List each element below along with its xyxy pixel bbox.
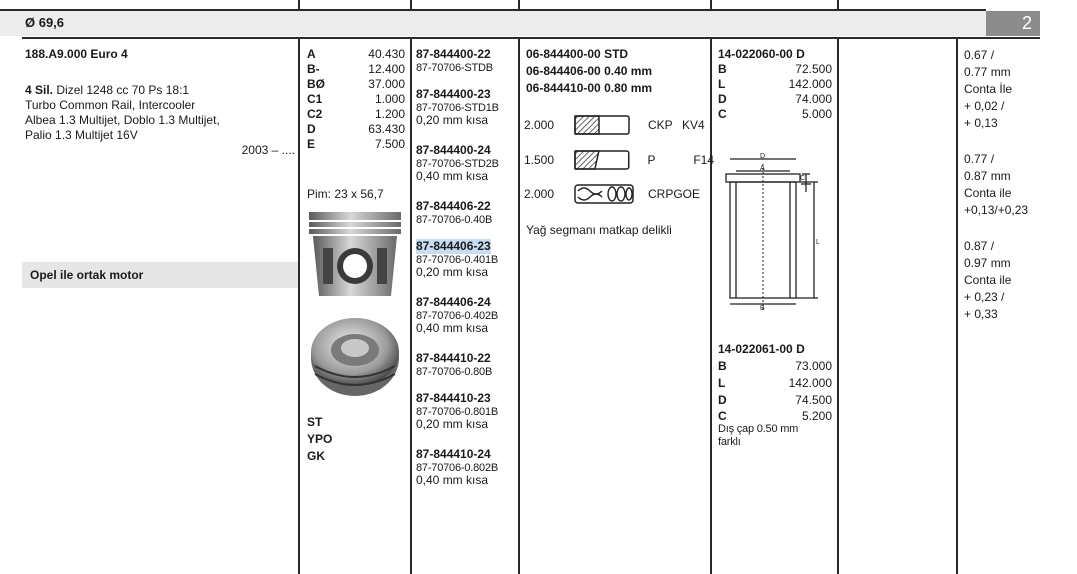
gasket-text: Conta ile — [964, 273, 1012, 287]
dimension-label: A — [307, 47, 316, 61]
liner-spec-label: C — [718, 409, 727, 423]
liner-spec — [718, 92, 832, 107]
piston-item — [416, 199, 516, 239]
liner-spec-label: B — [718, 62, 727, 76]
piston-item — [416, 87, 516, 143]
piston-note: 0,40 mm kısa — [416, 473, 489, 487]
piston-note: 0,20 mm kısa — [416, 113, 489, 127]
ring-set-code: 06-844406-00 0.40 mm — [526, 64, 653, 78]
engine-code: 188.A9.000 Euro 4 — [25, 47, 128, 61]
gasket-text: + 0,23 / — [964, 290, 1005, 304]
oil-ring-icon — [574, 183, 636, 205]
piston-note: 0,40 mm kısa — [416, 321, 489, 335]
liner-spec — [718, 376, 832, 391]
gasket-text: 0.87 / — [964, 239, 995, 253]
col-divider — [518, 37, 520, 574]
ring-material: F14 — [693, 153, 714, 167]
ring-thickness: 1.500 — [524, 153, 555, 167]
gasket-text: 0.87 mm — [964, 169, 1011, 183]
col-divider — [410, 37, 412, 574]
ring-set-list — [526, 47, 710, 96]
piston-ref: 87-70706-STDB — [416, 62, 493, 74]
dimension-value: 63.430 — [368, 122, 405, 136]
piston-ref: 87-70706-STD1B — [416, 102, 499, 114]
liner-spec — [718, 77, 832, 92]
gasket-text: Conta ile — [964, 186, 1012, 200]
gasket-text: 0.77 mm — [964, 65, 1011, 79]
shared-engine-note: Opel ile ortak motor — [22, 262, 298, 288]
ring-material: GOE — [673, 187, 701, 201]
dimension-row — [307, 137, 405, 152]
piston-code: 87-844410-23 — [416, 391, 491, 405]
dimension-label: BØ — [307, 77, 325, 91]
col-divider-top — [298, 0, 300, 11]
liner-spec-label: D — [718, 393, 727, 407]
liner-spec — [718, 62, 832, 77]
dimension-label: E — [307, 137, 316, 151]
piston-note: 0,20 mm kısa — [416, 265, 489, 279]
gasket-options — [964, 47, 1074, 323]
dimension-row — [307, 92, 405, 107]
piston-item — [416, 143, 516, 199]
ring-thickness: 2.000 — [524, 118, 555, 132]
production-years: 2003 – .... — [241, 143, 295, 157]
page-number: 2 — [986, 11, 1040, 36]
piston-item — [416, 239, 516, 295]
piston-code: 87-844410-24 — [416, 447, 491, 461]
coating-code: ST — [307, 415, 323, 429]
piston-code-highlighted: 87-844406-23 — [416, 239, 491, 253]
ring-type: CKP — [648, 118, 673, 132]
liner-spec — [718, 393, 832, 408]
dimension-row — [307, 62, 405, 77]
dimension-row — [307, 47, 405, 62]
piston-code: 87-844400-22 — [416, 47, 491, 61]
piston-note: 0,20 mm kısa — [416, 417, 489, 431]
piston-item — [416, 351, 516, 391]
ring-set-code: 06-844400-00 STD — [526, 47, 629, 61]
piston-side-image — [307, 208, 403, 300]
ring-type: P — [647, 153, 656, 167]
piston-ref: 87-70706-0.80B — [416, 366, 493, 378]
ring-item — [524, 182, 714, 206]
engine-desc-line2: Turbo Common Rail, Intercooler — [25, 98, 196, 112]
liner-spec-value: 74.500 — [795, 393, 832, 407]
gasket-text: 0.67 / — [964, 48, 995, 62]
gasket-option — [964, 47, 1074, 151]
liner-spec-label: C — [718, 107, 727, 121]
coating-code: GK — [307, 449, 325, 463]
piston-ref: 87-70706-0.802B — [416, 462, 499, 474]
col-divider-top — [410, 0, 412, 11]
dimension-label: B- — [307, 62, 320, 76]
bore-diameter: Ø 69,6 — [25, 15, 65, 30]
piston-item — [416, 447, 516, 503]
engine-info — [25, 47, 295, 158]
ring-thickness: 2.000 — [524, 187, 555, 201]
dimension-list — [307, 47, 405, 152]
gasket-text: 0.77 / — [964, 152, 995, 166]
liner-1 — [718, 47, 832, 122]
col-divider — [837, 37, 839, 574]
liner-spec — [718, 107, 832, 122]
gasket-option — [964, 238, 1074, 323]
piston-ref: 87-70706-0.801B — [416, 406, 499, 418]
piston-item — [416, 391, 516, 447]
ring-set-code: 06-844410-00 0.80 mm — [526, 81, 653, 95]
cylinder-count: 4 Sil. — [25, 83, 54, 97]
piston-code: 87-844406-22 — [416, 199, 491, 213]
piston-item — [416, 295, 516, 351]
gasket-text: Conta İle — [964, 82, 1013, 96]
dimension-label: C1 — [307, 92, 323, 106]
liner-spec-label: L — [718, 376, 726, 390]
piston-code: 87-844406-24 — [416, 295, 491, 309]
header-bottom-rule — [22, 37, 1040, 39]
liner-code: 14-022061-00 D — [718, 342, 805, 356]
col-divider-top — [710, 0, 712, 11]
dimension-label: D — [307, 122, 316, 136]
dimension-value: 1.200 — [374, 107, 405, 121]
diagram-label-a: A — [760, 165, 765, 172]
ring-material: KV4 — [682, 118, 705, 132]
coating-list — [307, 414, 332, 465]
dimension-label: C2 — [307, 107, 323, 121]
dimension-value: 37.000 — [368, 77, 405, 91]
header-bar — [0, 11, 1040, 36]
liner-spec-value: 142.000 — [788, 376, 832, 390]
col-divider — [956, 37, 958, 574]
engine-desc-line3: Albea 1.3 Multijet, Doblo 1.3 Multijet, — [25, 113, 220, 127]
liner-spec-label: B — [718, 359, 727, 373]
liner-spec — [718, 410, 832, 423]
col-divider — [298, 37, 300, 574]
dimension-value: 7.500 — [374, 137, 405, 151]
gasket-text: +0,13/+0,23 — [964, 203, 1029, 217]
piston-pin-size: Pim: 23 x 56,7 — [307, 187, 384, 201]
dimension-value: 1.000 — [374, 92, 405, 106]
liner-spec-value: 73.000 — [795, 359, 832, 373]
diagram-label-b: B — [760, 305, 765, 312]
gasket-text: + 0,33 — [964, 307, 998, 321]
piston-ref: 87-70706-0.40B — [416, 214, 493, 226]
gasket-text: + 0,13 — [964, 116, 998, 130]
liner-2 — [718, 342, 832, 449]
piston-code: 87-844400-24 — [416, 143, 491, 157]
coating-code: YPO — [307, 432, 333, 446]
gasket-option — [964, 151, 1074, 238]
taper-ring-icon — [574, 149, 632, 171]
liner-note: Dış çap 0.50 mm — [718, 423, 799, 435]
liner-note: farklı — [718, 436, 741, 448]
dimension-row — [307, 107, 405, 122]
piston-code: 87-844410-22 — [416, 351, 491, 365]
diagram-label-l: L — [816, 239, 820, 246]
liner-spec-value: 5.000 — [801, 107, 832, 121]
diagram-label-d: D — [760, 153, 766, 160]
piston-code: 87-844400-23 — [416, 87, 491, 101]
diagram-label-c: C — [800, 175, 806, 182]
engine-spec: Dizel 1248 cc 70 Ps 18:1 — [56, 83, 190, 97]
piston-item — [416, 47, 516, 87]
ring-item — [524, 148, 714, 172]
dimension-row — [307, 122, 405, 137]
cylinder-liner-diagram — [722, 152, 828, 318]
piston-ref: 87-70706-0.402B — [416, 310, 499, 322]
piston-top-image — [307, 308, 403, 398]
col-divider-top — [837, 0, 839, 11]
col-divider-top — [518, 0, 520, 11]
liner-spec — [718, 359, 832, 374]
liner-spec-label: L — [718, 77, 726, 91]
ring-item — [524, 113, 714, 137]
piston-note: 0,40 mm kısa — [416, 169, 489, 183]
dimension-value: 12.400 — [368, 62, 405, 76]
gasket-text: 0.97 mm — [964, 256, 1011, 270]
engine-desc-line4: Palio 1.3 Multijet 16V — [25, 128, 138, 142]
liner-spec-value: 5.200 — [801, 409, 832, 423]
gasket-text: + 0,02 / — [964, 99, 1005, 113]
liner-spec-value: 74.000 — [795, 92, 832, 106]
piston-list — [416, 47, 516, 503]
ring-type: CRP — [648, 187, 674, 201]
liner-spec-value: 142.000 — [788, 77, 832, 91]
dimension-row — [307, 77, 405, 92]
dimension-value: 40.430 — [368, 47, 405, 61]
piston-ref: 87-70706-0.401B — [416, 254, 499, 266]
liner-spec-value: 72.500 — [795, 62, 832, 76]
engine-desc-line1 — [25, 83, 295, 98]
ring-note: Yağ segmanı matkap delikli — [526, 223, 672, 237]
liner-spec-label: D — [718, 92, 727, 106]
liner-code: 14-022060-00 D — [718, 47, 805, 61]
piston-ref: 87-70706-STD2B — [416, 158, 499, 170]
compression-ring-icon — [574, 114, 632, 136]
